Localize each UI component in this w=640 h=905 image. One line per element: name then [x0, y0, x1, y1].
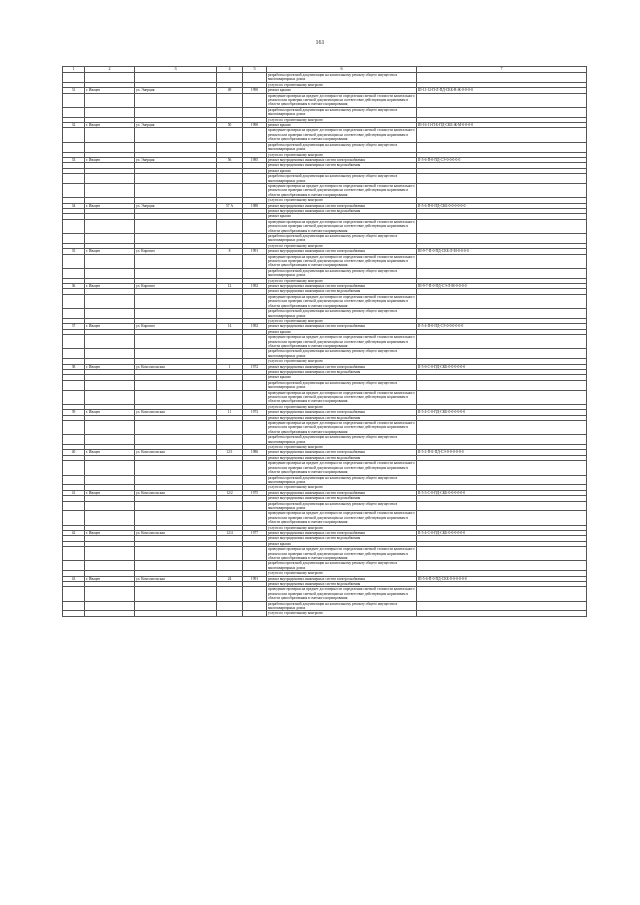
record-code: III-5-6-П-0-ПД-СКБ-0-0-0-0-0-0 [417, 576, 587, 581]
work-cell: ремонт внутридомовых инженерных систем электроснабжения [267, 203, 417, 208]
record-city: г. Ивацев [85, 324, 135, 329]
work-cell: разработка проектной документации на капитальному ремонту общего имущества в многоквартирных домах [267, 561, 417, 571]
record-number: 34 [63, 203, 85, 208]
header-cell: 3 [135, 67, 217, 73]
work-cell: услуги по строительному контролю [267, 611, 417, 616]
work-cell: проведение проверки на предмет достоверности определения сметной стоимости капитального ремонта или проверки сметной документации на соответствие действующим нормативам в области ценообразования в сметного нормирования [268, 254, 415, 268]
record-building: 24 [217, 576, 243, 581]
record-year: 1986 [243, 450, 267, 455]
record-building: 12/2 [217, 490, 243, 495]
record-city: г. Ивацев [85, 576, 135, 581]
work-cell: разработка проектной документации на капитальному ремонту общего имущества в многоквартирных домах [267, 107, 417, 117]
record-city: г. Ивацев [85, 88, 135, 93]
record-street: ул. Кирович [135, 284, 217, 289]
work-cell: ремонт крыши [267, 123, 417, 128]
work-cell: ремонт внутридомовых инженерных систем электроснабжения [267, 450, 417, 455]
record-year: 1977 [243, 530, 267, 535]
record-code: II-5-2-П-Б-ПД-СЭ-0-0-0-0-0-0 [417, 450, 587, 455]
work-cell: разработка проектной документации на капитальному ремонту общего имущества в многоквартирных домах [267, 234, 417, 244]
record-building: 11 [217, 410, 243, 415]
record-year: 1972 [243, 364, 267, 369]
work-cell: разработка проектной документации на капитальному ремонту общего имущества в многоквартирных домах [267, 601, 417, 611]
record-work-row [63, 461, 587, 475]
work-cell: ремонт внутридомовых инженерных систем водоснабжения [267, 289, 417, 294]
record-work-row [63, 587, 587, 601]
work-cell: проведение проверки на предмет достоверности определения сметной стоимости капитального ремонта или проверки сметной документации на соответствие действующим нормативам в области ценообразования в сметного нормирования [268, 587, 415, 601]
work-cell: услуги по строительному контролю [267, 117, 417, 122]
work-cell: ремонт внутридомовых инженерных систем электроснабжения [267, 324, 417, 329]
work-cell: ремонт внутридомовых инженерных систем электроснабжения [267, 249, 417, 254]
record-work-row [63, 561, 587, 571]
record-work-row [63, 380, 587, 390]
work-cell: ремонт крыши [267, 214, 417, 219]
record-year: 1990 [243, 123, 267, 128]
record-building: 1 [217, 364, 243, 369]
record-number: 38 [63, 364, 85, 369]
record-work-row [63, 349, 587, 359]
work-cell: ремонт внутридомовых инженерных систем электроснабжения [267, 410, 417, 415]
record-street: ул. Комсомольская [135, 410, 217, 415]
record-work-row [63, 601, 587, 611]
work-cell: ремонт внутридомовых инженерных систем водоснабжения [267, 455, 417, 460]
record-work-row [63, 611, 587, 616]
work-cell: услуги по строительному контролю [267, 318, 417, 323]
work-cell: проведение проверки на предмет достоверности определения сметной стоимости капитального ремонта или проверки сметной документации на соответствие действующим нормативам в области ценообразования в сметного нормирования [268, 390, 415, 404]
record-number: 42 [63, 530, 85, 535]
record-building: 12 [217, 284, 243, 289]
work-cell: ремонт крыши [267, 168, 417, 173]
work-cell: проведение проверки на предмет достоверности определения сметной стоимости капитального ремонта или проверки сметной документации на соответствие действующим нормативам в области ценообразования в сметного нормирования [268, 219, 415, 233]
record-city: г. Ивацев [85, 364, 135, 369]
header-cell: 4 [217, 67, 243, 73]
record-work-row [63, 421, 587, 435]
record-building: 50 [217, 123, 243, 128]
record-work-row [63, 511, 587, 525]
record-year: 1991 [243, 576, 267, 581]
work-cell: услуги по строительному контролю [267, 278, 417, 283]
record-code: III-16-11-П-Б-ПД-СКБ-Ж-М-0-0-0-0 [417, 123, 587, 128]
record-building: 12/1 [217, 450, 243, 455]
work-cell: проведение проверки на предмет достоверности определения сметной стоимости капитального ремонта или проверки сметной документации на соответствие действующим нормативам в области ценообразования в сметного нормирования [268, 461, 415, 475]
record-building: 12/4 [217, 530, 243, 535]
record-year: 1991 [243, 249, 267, 254]
work-cell: услуги по строительному контролю [267, 359, 417, 364]
record-work-row [63, 93, 587, 107]
work-cell: ремонт внутридомовых инженерных систем водоснабжения [267, 496, 417, 501]
record-work-row [63, 174, 587, 184]
continuation-row [63, 73, 587, 83]
work-cell: ремонт внутридомовых инженерных систем электроснабжения [267, 364, 417, 369]
work-cell: ремонт внутридомовых инженерных систем электроснабжения [267, 157, 417, 162]
record-city: г. Ивацев [85, 530, 135, 535]
record-work-row [63, 501, 587, 511]
record-street: ул. Кирович [135, 249, 217, 254]
record-number: 37 [63, 324, 85, 329]
record-code: II-5-6-С-0-ПД-СКБ-0-0-0-0-0-0 [417, 364, 587, 369]
record-number: 32 [63, 123, 85, 128]
record-work-row [63, 254, 587, 268]
work-cell: услуги по строительному контролю [267, 571, 417, 576]
record-year: 1990 [243, 88, 267, 93]
work-cell: ремонт внутридомовых инженерных систем водоснабжения [267, 536, 417, 541]
work-cell: проведение проверки на предмет достоверности определения сметной стоимости капитального ремонта или проверки сметной документации на соответствие действующим нормативам в области ценообразования в сметного нормирования [268, 183, 415, 197]
record-work-row [63, 475, 587, 485]
record-building: 56 [217, 157, 243, 162]
header-cell: 5 [243, 67, 267, 73]
work-cell: разработка проектной документации на капитальному ремонту общего имущества в многоквартирных домах [267, 380, 417, 390]
header-cell: 1 [63, 67, 85, 73]
work-cell: разработка проектной документации на капитальному ремонту общего имущества в многоквартирных домах [267, 268, 417, 278]
work-cell: услуги по строительному контролю [267, 445, 417, 450]
record-building: 14 [217, 324, 243, 329]
record-city: г. Ивацев [85, 450, 135, 455]
work-cell: услуги по строительному контролю [267, 404, 417, 409]
record-street: ул. Комсомольская [135, 490, 217, 495]
record-street: ул. Комсомольская [135, 576, 217, 581]
work-cell: ремонт крыши [267, 541, 417, 546]
record-work-row [63, 268, 587, 278]
record-code: III-9-7-П-0-ПД-СКБ-Л-М-0-0-0-0 [417, 249, 587, 254]
record-year: 1988 [243, 203, 267, 208]
work-cell: разработка проектной документации на капитальному ремонту общего имущества в многоквартирных домах [267, 349, 417, 359]
register-table [62, 66, 587, 617]
record-work-row [63, 390, 587, 404]
record-building: 57 А [217, 203, 243, 208]
record-code: III-9-7-П-0-ПД-СЭ-Л-М-0-0-0-0 [417, 284, 587, 289]
work-cell: разработка проектной документации на капитальному ремонту общего имущества в многоквартирных домах [267, 435, 417, 445]
work-cell: ремонт внутридомовых инженерных систем водоснабжения [267, 163, 417, 168]
record-building: 8 [217, 249, 243, 254]
record-street: ул. Кирович [135, 324, 217, 329]
work-cell: услуги по строительному контролю [267, 485, 417, 490]
record-number: 31 [63, 88, 85, 93]
work-cell: проведение проверки на предмет достоверности определения сметной стоимости капитального ремонта или проверки сметной документации на соответствие действующим нормативам в области ценообразования в сметного нормирования [268, 335, 415, 348]
work-cell: ремонт внутридомовых инженерных систем водоснабжения [267, 369, 417, 374]
work-cell: ремонт внутридомовых инженерных систем электроснабжения [267, 576, 417, 581]
record-number: 43 [63, 576, 85, 581]
work-cell: услуги по строительному контролю [267, 198, 417, 203]
work-cell: разработка проектной документации на капитальному ремонту общего имущества в многоквартирных домах [267, 501, 417, 511]
record-code: II-5-4-С-0-ПД-СКБ-0-0-0-0-0-0 [417, 530, 587, 535]
record-work-row [63, 183, 587, 197]
record-code: II-5-6-П-0-ПД-СКБ-0-0-0-0-0-0 [417, 203, 587, 208]
record-building: 49 [217, 88, 243, 93]
record-city: г. Ивацев [85, 249, 135, 254]
record-work-row [63, 309, 587, 319]
record-year: 1992 [243, 284, 267, 289]
record-work-row [63, 435, 587, 445]
record-work-row [63, 107, 587, 117]
record-city: г. Ивацев [85, 410, 135, 415]
work-cell: проведение проверки на предмет достоверности определения сметной стоимости капитального ремонта или проверки сметной документации на соответствие действующим нормативам в области ценообразования в сметного нормирования [268, 511, 415, 525]
record-number: 35 [63, 249, 85, 254]
work-cell: разработка проектной документации на капитальному ремонту общего имущества в многоквартирных домах [267, 309, 417, 319]
work-cell: проведение проверки на предмет достоверности определения сметной стоимости капитального ремонта или проверки сметной документации на соответствие действующим нормативам в области ценообразования в сметного нормирования [268, 547, 415, 560]
record-number: 41 [63, 490, 85, 495]
record-city: г. Ивацев [85, 123, 135, 128]
record-work-row [63, 294, 587, 308]
header-cell: 6 [267, 67, 417, 73]
record-street: ул. Энерция [135, 203, 217, 208]
record-work-row [63, 219, 587, 233]
record-street: ул. Комсомольская [135, 530, 217, 535]
record-work-row [63, 547, 587, 561]
work-cell: ремонт крыши [267, 329, 417, 334]
record-number: 39 [63, 410, 85, 415]
work-cell: проведение проверки на предмет достоверности определения сметной стоимости капитального ремонта или проверки сметной документации на соответствие действующим нормативам в области ценообразования в сметного нормирования [268, 421, 415, 434]
record-street: ул. Комсомольская [135, 450, 217, 455]
record-work-row [63, 234, 587, 244]
work-cell: услуги по строительному контролю [267, 243, 417, 248]
work-cell: ремонт крыши [267, 88, 417, 93]
record-city: г. Ивацев [85, 490, 135, 495]
record-street: ул. Энерция [135, 88, 217, 93]
work-cell: ремонт внутридомовых инженерных систем электроснабжения [267, 530, 417, 535]
record-work-row [63, 335, 587, 349]
record-year: 1975 [243, 490, 267, 495]
work-cell: ремонт крыши [267, 375, 417, 380]
work-cell: разработка проектной документации на капитальному ремонту общего имущества в многоквартирных домах [267, 73, 417, 83]
work-cell: ремонт внутридомовых инженерных систем водоснабжения [267, 415, 417, 420]
record-city: г. Ивацев [85, 203, 135, 208]
record-code: II-5-3-С-0-ПД-СКБ-0-0-0-0-0-0 [417, 490, 587, 495]
record-work-row [63, 142, 587, 152]
work-cell: ремонт внутридомовых инженерных систем водоснабжения [267, 208, 417, 213]
record-street: ул. Комсомольская [135, 364, 217, 369]
page-number: 161 [315, 40, 325, 46]
record-code: II-5-4-С-0-ПД-СКБ-0-0-0-0-0-0 [417, 410, 587, 415]
work-cell: разработка проектной документации на капитальному ремонту общего имущества в многоквартирных домах [267, 174, 417, 184]
header-cell: 7 [417, 67, 587, 73]
work-cell: ремонт внутридомовых инженерных систем водоснабжения [267, 582, 417, 587]
work-cell: ремонт внутридомовых инженерных систем электроснабжения [267, 284, 417, 289]
work-cell: услуги по строительному контролю [267, 152, 417, 157]
header-cell: 2 [85, 67, 135, 73]
work-cell: разработка проектной документации на капитальному ремонту общего имущества в многоквартирных домах [267, 142, 417, 152]
record-code: II-5-6-П-0-ПД-СЭ-0-0-0-0-0 [417, 157, 587, 162]
record-street: ул. Энерция [135, 157, 217, 162]
record-year: 1973 [243, 410, 267, 415]
work-cell: проведение проверки на предмет достоверности определения сметной стоимости капитального ремонта или проверки сметной документации на соответствие действующим нормативам в области ценообразования в сметного нормирования [268, 294, 415, 308]
record-number: 33 [63, 157, 85, 162]
work-cell: услуги по строительному контролю [267, 525, 417, 530]
record-city: г. Ивацев [85, 157, 135, 162]
record-number: 40 [63, 450, 85, 455]
record-work-row [63, 128, 587, 142]
work-cell: проведение проверки на предмет достоверности определения сметной стоимости капитального ремонта или проверки сметной документации на соответствие действующим нормативам в области ценообразования в сметного нормирования [268, 128, 415, 142]
record-code: II-5-4-П-0-ПД-СЭ-0-0-0-0-0-0 [417, 324, 587, 329]
record-city: г. Ивацев [85, 284, 135, 289]
work-cell: проведение проверки на предмет достоверности определения сметной стоимости капитального ремонта или проверки сметной документации на соответствие действующим нормативам в области ценообразования в сметного нормирования [268, 93, 415, 107]
work-cell: ремонт внутридомовых инженерных систем электроснабжения [267, 490, 417, 495]
record-number: 36 [63, 284, 85, 289]
record-year: 1985 [243, 157, 267, 162]
record-code: III-11-12-П-Л-ПД-СКБ-В-Ж-0-0-0-0 [417, 88, 587, 93]
register-table-body [63, 67, 587, 617]
work-cell: разработка проектной документации на капитальному ремонту общего имущества в многоквартирных домах [267, 475, 417, 485]
record-year: 1992 [243, 324, 267, 329]
record-street: ул. Энерция [135, 123, 217, 128]
work-cell: услуги по строительному контролю [267, 82, 417, 87]
